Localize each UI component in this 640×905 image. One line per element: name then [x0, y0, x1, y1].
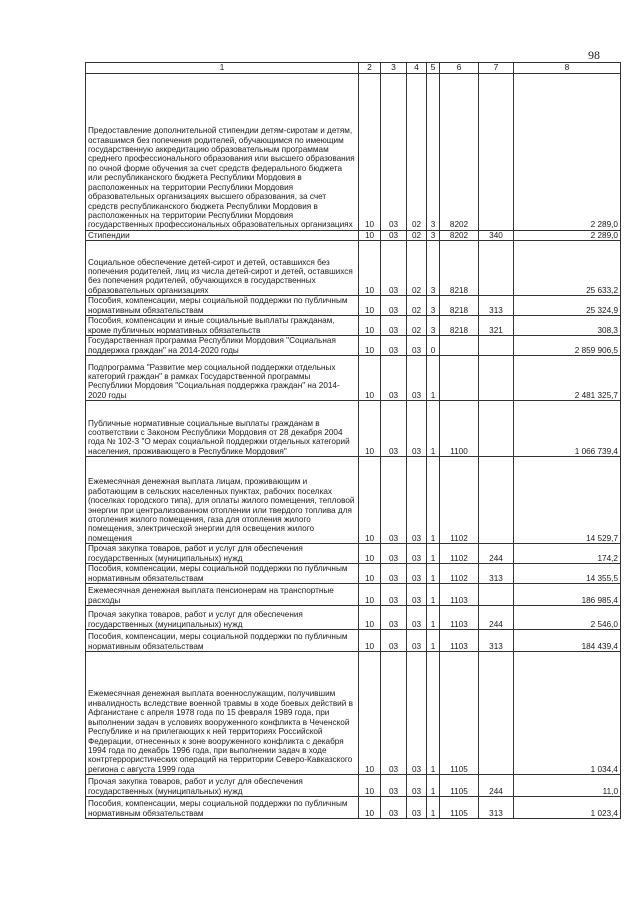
item-name-cell: Прочая закупка товаров, работ и услуг для обеспечения государственных (муниципальных) нужд — [86, 606, 359, 630]
expense-type-cell — [479, 241, 514, 296]
section-code-cell: 10 — [359, 401, 381, 457]
subsection-code-cell: 03 — [381, 457, 407, 544]
item-name-cell: Ежемесячная денежная выплата лицам, проживающим и работающим в сельских населенных пунктах, рабочих поселках (поселках городского типа), для оплаты жилого помещения, тепловой энергии при централизованном отоплении или твердого топлива для отопления жилого помещения, газа для отопления жилого помещения, электрической энергии для освещения жилого помещения — [86, 457, 359, 544]
section-code-cell: 10 — [359, 316, 381, 336]
expense-type-cell: 321 — [479, 316, 514, 336]
amount-cell: 11,0 — [514, 775, 621, 797]
program-code-cell: 02 — [407, 241, 427, 296]
expense-type-cell: 313 — [479, 630, 514, 652]
subprogram-code-cell: 3 — [427, 316, 440, 336]
subsection-code-cell: 03 — [381, 336, 407, 356]
program-code-cell: 02 — [407, 316, 427, 336]
amount-cell: 1 066 739,4 — [514, 401, 621, 457]
direction-code-cell: 1103 — [440, 584, 479, 606]
table-row — [86, 336, 621, 356]
program-code-cell: 03 — [407, 336, 427, 356]
subsection-code-cell: 03 — [381, 775, 407, 797]
expense-type-cell — [479, 584, 514, 606]
section-code-cell: 10 — [359, 73, 381, 230]
header-cell: 8 — [514, 63, 621, 74]
section-code-cell: 10 — [359, 797, 381, 819]
header-cell: 7 — [479, 63, 514, 74]
page-number: 98 — [588, 48, 600, 62]
direction-code-cell: 1105 — [440, 775, 479, 797]
subprogram-code-cell: 1 — [427, 356, 440, 401]
header-cell: 5 — [427, 63, 440, 74]
amount-cell: 25 324,9 — [514, 296, 621, 316]
amount-cell: 308,3 — [514, 316, 621, 336]
subsection-code-cell: 03 — [381, 356, 407, 401]
amount-cell: 2 859 906,5 — [514, 336, 621, 356]
subprogram-code-cell: 3 — [427, 73, 440, 230]
section-code-cell: 10 — [359, 336, 381, 356]
direction-code-cell: 8218 — [440, 296, 479, 316]
section-code-cell: 10 — [359, 356, 381, 401]
table-row — [86, 356, 621, 401]
program-code-cell: 03 — [407, 457, 427, 544]
subsection-code-cell: 03 — [381, 652, 407, 775]
subprogram-code-cell: 1 — [427, 401, 440, 457]
expense-type-cell: 313 — [479, 564, 514, 584]
direction-code-cell: 1102 — [440, 544, 479, 564]
subprogram-code-cell: 3 — [427, 230, 440, 240]
subprogram-code-cell: 1 — [427, 630, 440, 652]
amount-cell: 14 355,5 — [514, 564, 621, 584]
expense-type-cell: 313 — [479, 296, 514, 316]
expense-type-cell — [479, 401, 514, 457]
item-name-cell: Пособия, компенсации, меры социальной поддержки по публичным нормативным обязательствам — [86, 630, 359, 652]
item-name-cell: Публичные нормативные социальные выплаты гражданам в соответствии с Законом Республики Мордовия от 28 декабря 2004 года № 102-З "О мерах социальной поддержки отдельных категорий населения, проживающего в Республике Мордовия" — [86, 401, 359, 457]
expense-type-cell — [479, 73, 514, 230]
direction-code-cell — [440, 336, 479, 356]
section-code-cell: 10 — [359, 606, 381, 630]
table-row — [86, 584, 621, 606]
item-name-cell: Пособия, компенсации и иные социальные выплаты гражданам, кроме публичных нормативных обязательств — [86, 316, 359, 336]
section-code-cell: 10 — [359, 584, 381, 606]
section-code-cell: 10 — [359, 775, 381, 797]
amount-cell: 14 529,7 — [514, 457, 621, 544]
amount-cell: 2 289,0 — [514, 230, 621, 240]
table-row — [86, 630, 621, 652]
item-name-cell: Пособия, компенсации, меры социальной поддержки по публичным нормативным обязательствам — [86, 797, 359, 819]
direction-code-cell: 1103 — [440, 606, 479, 630]
header-cell: 3 — [381, 63, 407, 74]
direction-code-cell: 1105 — [440, 652, 479, 775]
program-code-cell: 03 — [407, 401, 427, 457]
item-name-cell: Предоставление дополнительной стипендии детям-сиротам и детям, оставшимся без попечения родителей, обучающимся по имеющим государственную аккредитацию образовательным программам среднего профессионального образования или высшего образования по очной форме обучения за счет средств федерального бюджета или республиканского бюджета Республики Мордовия в расположенных на территории Республики Мордовия образовательных организациях высшего образования, за счет средств республиканского бюджета Республики Мордовия в расположенных на территории Республики Мордовия государственных профессиональных образовательных организациях — [86, 73, 359, 230]
item-name-cell: Подпрограмма "Развитие мер социальной поддержки отдельных категорий граждан" в рамках Государственной программы Республики Мордовия "Социальная поддержка граждан" на 2014-2020 годы — [86, 356, 359, 401]
item-name-cell: Пособия, компенсации, меры социальной поддержки по публичным нормативным обязательствам — [86, 564, 359, 584]
amount-cell: 25 633,2 — [514, 241, 621, 296]
subprogram-code-cell: 1 — [427, 544, 440, 564]
table-row — [86, 73, 621, 230]
subsection-code-cell: 03 — [381, 230, 407, 240]
program-code-cell: 03 — [407, 564, 427, 584]
item-name-cell: Пособия, компенсации, меры социальной поддержки по публичным нормативным обязательствам — [86, 296, 359, 316]
subsection-code-cell: 03 — [381, 564, 407, 584]
direction-code-cell: 1102 — [440, 564, 479, 584]
item-name-cell: Ежемесячная денежная выплата военнослужащим, получившим инвалидность вследствие военной травмы в ходе боевых действий в Афганистане с апреля 1978 года по 15 февраля 1989 года, при выполнении задач в условиях вооруженного конфликта в Чеченской Республике и на прилегающих к ней территориях Российской Федерации, отнесенных к зоне вооруженного конфликта с декабря 1994 года по декабрь 1996 года, при выполнении задач в ходе контртеррористических операций на территории Северо-Кавказского региона с августа 1999 года — [86, 652, 359, 775]
amount-cell: 2 289,0 — [514, 73, 621, 230]
program-code-cell: 02 — [407, 230, 427, 240]
table-row — [86, 797, 621, 819]
program-code-cell: 02 — [407, 73, 427, 230]
subsection-code-cell: 03 — [381, 73, 407, 230]
subprogram-code-cell: 1 — [427, 606, 440, 630]
section-code-cell: 10 — [359, 296, 381, 316]
subsection-code-cell: 03 — [381, 606, 407, 630]
section-code-cell: 10 — [359, 230, 381, 240]
table-row — [86, 401, 621, 457]
expense-type-cell — [479, 652, 514, 775]
amount-cell: 184 439,4 — [514, 630, 621, 652]
expense-type-cell: 244 — [479, 606, 514, 630]
table-row — [86, 606, 621, 630]
subsection-code-cell: 03 — [381, 584, 407, 606]
subsection-code-cell: 03 — [381, 316, 407, 336]
direction-code-cell: 1102 — [440, 457, 479, 544]
subprogram-code-cell: 1 — [427, 457, 440, 544]
program-code-cell: 03 — [407, 630, 427, 652]
section-code-cell: 10 — [359, 564, 381, 584]
program-code-cell: 03 — [407, 356, 427, 401]
table-row — [86, 230, 621, 240]
expense-type-cell: 313 — [479, 797, 514, 819]
amount-cell: 1 034,4 — [514, 652, 621, 775]
expense-type-cell: 340 — [479, 230, 514, 240]
subsection-code-cell: 03 — [381, 241, 407, 296]
amount-cell: 2 481 325,7 — [514, 356, 621, 401]
subprogram-code-cell: 1 — [427, 652, 440, 775]
subprogram-code-cell: 1 — [427, 797, 440, 819]
expense-type-cell: 244 — [479, 544, 514, 564]
amount-cell: 2 546,0 — [514, 606, 621, 630]
expense-type-cell — [479, 356, 514, 401]
program-code-cell: 03 — [407, 544, 427, 564]
program-code-cell: 03 — [407, 797, 427, 819]
table-row — [86, 457, 621, 544]
direction-code-cell: 8202 — [440, 73, 479, 230]
program-code-cell: 02 — [407, 296, 427, 316]
budget-table — [85, 62, 621, 819]
section-code-cell: 10 — [359, 630, 381, 652]
expense-type-cell: 244 — [479, 775, 514, 797]
subprogram-code-cell: 3 — [427, 296, 440, 316]
table-row — [86, 564, 621, 584]
header-cell: 6 — [440, 63, 479, 74]
subprogram-code-cell: 1 — [427, 564, 440, 584]
header-cell: 2 — [359, 63, 381, 74]
item-name-cell: Прочая закупка товаров, работ и услуг для обеспечения государственных (муниципальных) нужд — [86, 775, 359, 797]
direction-code-cell: 1103 — [440, 630, 479, 652]
table-row — [86, 296, 621, 316]
direction-code-cell: 8202 — [440, 230, 479, 240]
table-row — [86, 316, 621, 336]
table-row — [86, 775, 621, 797]
subprogram-code-cell: 0 — [427, 336, 440, 356]
subsection-code-cell: 03 — [381, 296, 407, 316]
subsection-code-cell: 03 — [381, 797, 407, 819]
header-cell: 4 — [407, 63, 427, 74]
program-code-cell: 03 — [407, 652, 427, 775]
program-code-cell: 03 — [407, 775, 427, 797]
section-code-cell: 10 — [359, 544, 381, 564]
direction-code-cell — [440, 356, 479, 401]
header-cell: 1 — [86, 63, 359, 74]
amount-cell: 174,2 — [514, 544, 621, 564]
amount-cell: 186 985,4 — [514, 584, 621, 606]
section-code-cell: 10 — [359, 457, 381, 544]
table-row — [86, 241, 621, 296]
subprogram-code-cell: 1 — [427, 584, 440, 606]
table-row — [86, 544, 621, 564]
table-row — [86, 652, 621, 775]
amount-cell: 1 023,4 — [514, 797, 621, 819]
item-name-cell: Прочая закупка товаров, работ и услуг для обеспечения государственных (муниципальных) нужд — [86, 544, 359, 564]
item-name-cell: Ежемесячная денежная выплата пенсионерам на транспортные расходы — [86, 584, 359, 606]
section-code-cell: 10 — [359, 241, 381, 296]
subsection-code-cell: 03 — [381, 544, 407, 564]
expense-type-cell — [479, 336, 514, 356]
subsection-code-cell: 03 — [381, 630, 407, 652]
subsection-code-cell: 03 — [381, 401, 407, 457]
direction-code-cell: 8218 — [440, 316, 479, 336]
table-header-row — [86, 63, 621, 74]
expense-type-cell — [479, 457, 514, 544]
item-name-cell: Государственная программа Республики Мордовия "Социальная поддержка граждан" на 2014-2020 годы — [86, 336, 359, 356]
item-name-cell: Социальное обеспечение детей-сирот и детей, оставшихся без попечения родителей, лиц из числа детей-сирот и детей, оставшихся без попечения родителей, обучающихся в государственных образовательных организациях — [86, 241, 359, 296]
direction-code-cell: 1100 — [440, 401, 479, 457]
subprogram-code-cell: 1 — [427, 775, 440, 797]
direction-code-cell: 8218 — [440, 241, 479, 296]
program-code-cell: 03 — [407, 606, 427, 630]
item-name-cell: Стипендии — [86, 230, 359, 240]
section-code-cell: 10 — [359, 652, 381, 775]
subprogram-code-cell: 3 — [427, 241, 440, 296]
program-code-cell: 03 — [407, 584, 427, 606]
direction-code-cell: 1105 — [440, 797, 479, 819]
